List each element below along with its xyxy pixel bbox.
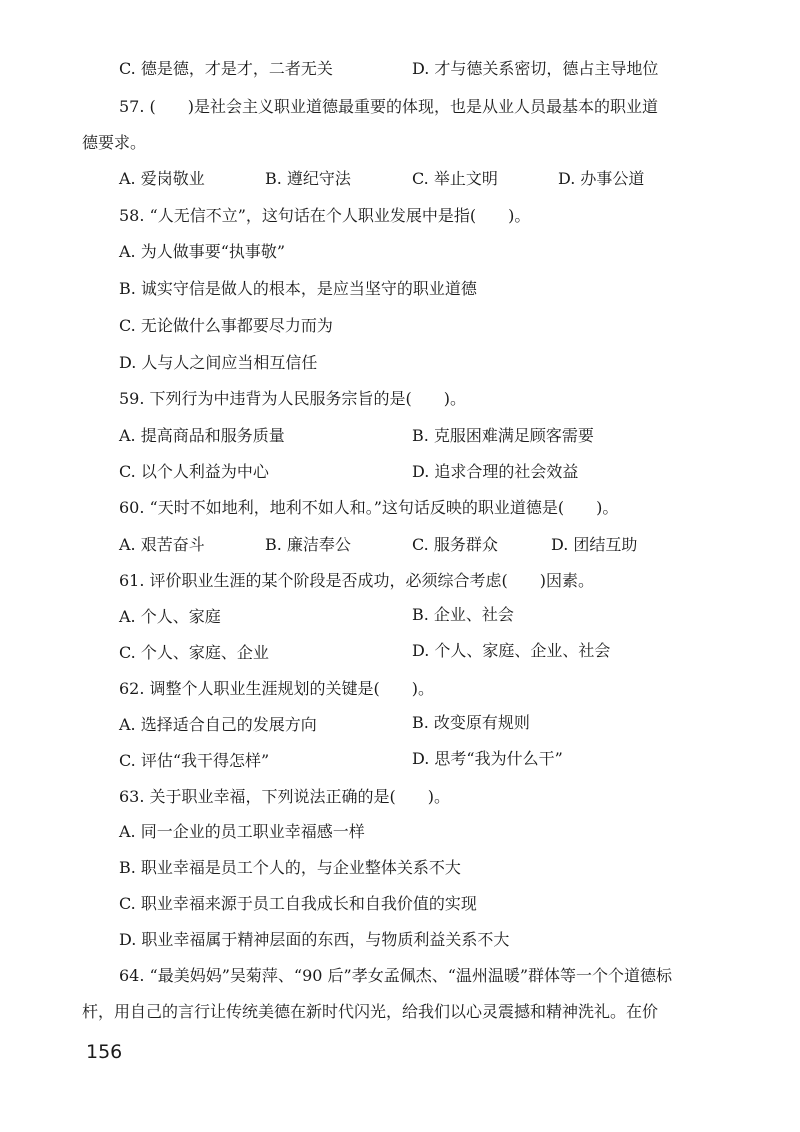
q59-option-d: D. 追求合理的社会效益 <box>412 462 579 481</box>
q57-option-d: D. 办事公道 <box>558 169 645 188</box>
q62-option-c: C. 评估“我干得怎样” <box>119 751 270 770</box>
q59-stem: 59. 下列行为中违背为人民服务宗旨的是( )。 <box>119 389 467 408</box>
q63-option-b: B. 职业幸福是员工个人的，与企业整体关系不大 <box>119 858 461 877</box>
q57-stem-line-2: 德要求。 <box>82 133 147 152</box>
q63-option-c: C. 职业幸福来源于员工自我成长和自我价值的实现 <box>119 894 477 913</box>
q60-option-b: B. 廉洁奉公 <box>265 535 351 554</box>
q61-option-d: D. 个人、家庭、企业、社会 <box>412 641 611 660</box>
q58-stem: 58. “人无信不立”，这句话在个人职业发展中是指( )。 <box>119 206 531 225</box>
q62-option-a: A. 选择适合自己的发展方向 <box>119 715 317 734</box>
q57-option-a: A. 爱岗敬业 <box>119 169 205 188</box>
q59-option-c: C. 以个人利益为中心 <box>119 462 269 481</box>
q56-option-c: C. 德是德，才是才，二者无关 <box>119 59 333 78</box>
q61-option-c: C. 个人、家庭、企业 <box>119 643 269 662</box>
q63-option-d: D. 职业幸福属于精神层面的东西，与物质利益关系不大 <box>119 930 510 949</box>
q58-option-a: A. 为人做事要“执事敬” <box>119 242 286 261</box>
q61-option-b: B. 企业、社会 <box>412 605 514 624</box>
q60-option-c: C. 服务群众 <box>412 535 498 554</box>
q63-option-a: A. 同一企业的员工职业幸福感一样 <box>119 822 365 841</box>
q58-option-b: B. 诚实守信是做人的根本，是应当坚守的职业道德 <box>119 279 477 298</box>
q61-option-a: A. 个人、家庭 <box>119 607 221 626</box>
q62-stem: 62. 调整个人职业生涯规划的关键是( )。 <box>119 679 435 698</box>
q64-stem-line-2: 杆，用自己的言行让传统美德在新时代闪光，给我们以心灵震撼和精神洗礼。在价 <box>82 1002 659 1021</box>
q56-option-d: D. 才与德关系密切，德占主导地位 <box>412 59 659 78</box>
q62-option-d: D. 思考“我为什么干” <box>412 749 563 768</box>
q57-option-b: B. 遵纪守法 <box>265 169 351 188</box>
q59-option-a: A. 提高商品和服务质量 <box>119 426 285 445</box>
q57-stem-line-1: 57. ( )是社会主义职业道德最重要的体现，也是从业人员最基本的职业道 <box>119 97 659 116</box>
q61-stem: 61. 评价职业生涯的某个阶段是否成功，必须综合考虑( )因素。 <box>119 571 595 590</box>
q60-stem: 60. “天时不如地利，地利不如人和。”这句话反映的职业道德是( )。 <box>119 498 619 517</box>
q58-option-d: D. 人与人之间应当相互信任 <box>119 353 318 372</box>
page-number: 156 <box>86 1041 123 1063</box>
q62-option-b: B. 改变原有规则 <box>412 713 530 732</box>
q63-stem: 63. 关于职业幸福，下列说法正确的是( )。 <box>119 787 451 806</box>
q60-option-a: A. 艰苦奋斗 <box>119 535 205 554</box>
q57-option-c: C. 举止文明 <box>412 169 498 188</box>
q64-stem-line-1: 64. “最美妈妈”吴菊萍、“90 后”孝女孟佩杰、“温州温暖”群体等一个个道德标 <box>119 966 673 985</box>
q59-option-b: B. 克服困难满足顾客需要 <box>412 426 594 445</box>
q58-option-c: C. 无论做什么事都要尽力而为 <box>119 316 333 335</box>
q60-option-d: D. 团结互助 <box>551 535 638 554</box>
